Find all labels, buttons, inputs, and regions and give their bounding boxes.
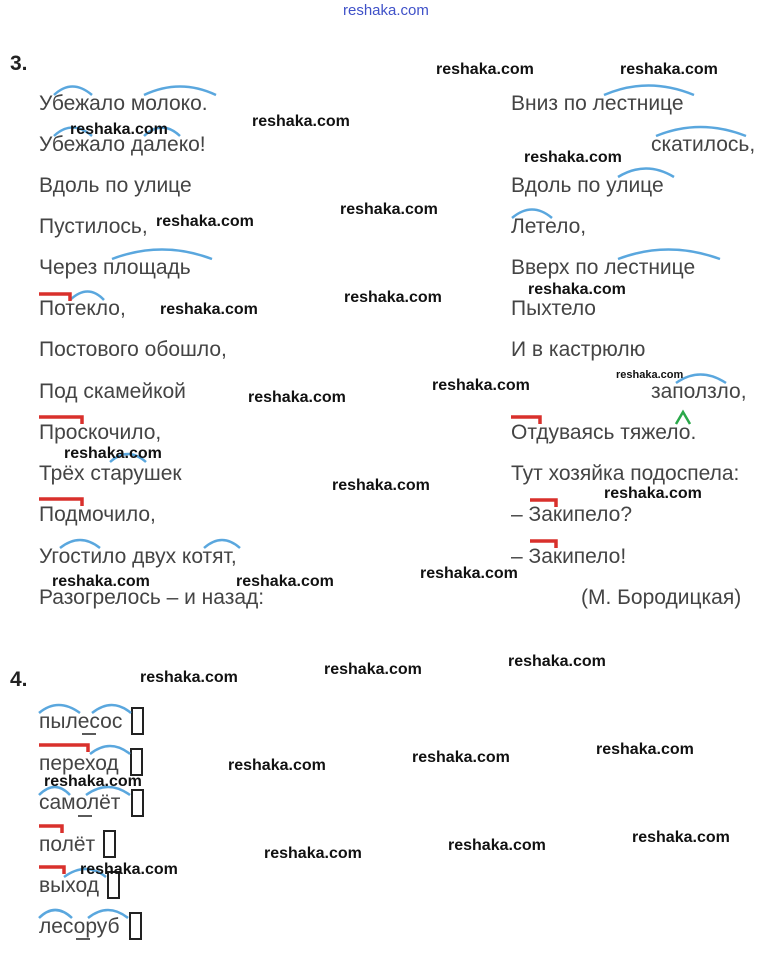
watermark: reshaka.com: [70, 121, 168, 138]
poem-line: Пыхтело: [511, 297, 596, 320]
root-arc: [618, 169, 674, 178]
poem-line: – Закипело!: [511, 545, 627, 568]
watermark: reshaka.com: [248, 389, 346, 406]
word-item: пылесос: [39, 710, 123, 733]
root-arc: [604, 86, 694, 96]
stress-mark: [676, 412, 690, 424]
root-arc: [90, 746, 130, 754]
word-item: полёт: [39, 833, 96, 856]
prefix-mark: [39, 499, 82, 506]
poem-line: Вдоль по улице: [39, 174, 192, 197]
word-item: лесоруб: [39, 915, 120, 938]
watermark: reshaka.com: [596, 741, 694, 758]
poem-line: Вниз по лестнице: [511, 92, 684, 115]
word-item: выход: [39, 874, 99, 897]
watermark: reshaka.com: [604, 485, 702, 502]
root-arc: [60, 540, 100, 548]
root-arc: [92, 705, 131, 713]
root-arc: [39, 910, 72, 918]
root-arc: [512, 210, 552, 219]
watermark: reshaka.com: [508, 653, 606, 670]
root-arc: [618, 250, 720, 260]
watermark: reshaka.com: [140, 669, 238, 686]
poem-line: Убежало молоко.: [39, 92, 208, 115]
poem-line: Потекло,: [39, 297, 126, 320]
root-arc: [70, 292, 104, 301]
poem-line: скатилось,: [651, 133, 756, 156]
poem-line: Под скамейкой: [39, 380, 186, 403]
poem-line: – Закипело?: [511, 503, 632, 526]
watermark: reshaka.com: [524, 149, 622, 166]
root-arc: [88, 910, 128, 918]
prefix-mark: [511, 417, 540, 424]
root-arc: [112, 250, 212, 260]
watermark: reshaka.com: [528, 281, 626, 298]
watermark: reshaka.com: [252, 113, 350, 130]
poem-author: (М. Бородицкая): [581, 586, 742, 609]
watermark: reshaka.com: [44, 773, 142, 790]
watermark: reshaka.com: [52, 573, 150, 590]
poem-line: заползло,: [651, 380, 747, 403]
poem-line: Отдуваясь тяжело.: [511, 421, 697, 444]
watermark: reshaka.com: [156, 213, 254, 230]
poem-line: Подмочило,: [39, 503, 156, 526]
watermark: reshaka.com: [432, 377, 530, 394]
watermark: reshaka.com: [160, 301, 258, 318]
watermark: reshaka.com: [412, 749, 510, 766]
poem-line: Угостило двух котят,: [39, 545, 237, 568]
poem-line: Проскочило,: [39, 421, 162, 444]
root-arc: [144, 87, 216, 96]
poem-line: Через площадь: [39, 256, 191, 279]
poem-line: Вдоль по улице: [511, 174, 664, 197]
poem-line: Вверх по лестнице: [511, 256, 696, 279]
root-arc: [54, 87, 92, 96]
watermark: reshaka.com: [332, 477, 430, 494]
watermark: reshaka.com: [620, 61, 718, 78]
poem-line: Убежало далеко!: [39, 133, 206, 156]
poem-line: И в кастрюлю: [511, 338, 646, 361]
poem-line: Трёх старушек: [39, 462, 182, 485]
poem-line: Постового обошло,: [39, 338, 227, 361]
root-arc: [656, 127, 746, 136]
watermark: reshaka.com: [340, 201, 438, 218]
prefix-mark: [39, 745, 88, 752]
prefix-mark: [530, 541, 556, 548]
watermark: reshaka.com: [236, 573, 334, 590]
root-arc: [676, 375, 726, 384]
watermark: reshaka.com: [264, 845, 362, 862]
word-item: переход: [39, 752, 119, 775]
watermark: reshaka.com: [420, 565, 518, 582]
word-item: самолёт: [39, 791, 121, 814]
task-4-number: 4.: [10, 668, 28, 691]
watermark: reshaka.com: [228, 757, 326, 774]
site-header[interactable]: reshaka.com: [343, 2, 429, 19]
poem-line: Пустилось,: [39, 215, 148, 238]
root-arc: [39, 705, 80, 713]
prefix-mark: [39, 294, 70, 301]
watermark: reshaka.com: [436, 61, 534, 78]
watermark: reshaka.com: [344, 289, 442, 306]
poem-line: Тут хозяйка подоспела:: [511, 462, 740, 485]
root-arc: [204, 540, 240, 548]
watermark: reshaka.com: [324, 661, 422, 678]
watermark: reshaka.com: [64, 445, 162, 462]
watermark: reshaka.com: [632, 829, 730, 846]
watermark: reshaka.com: [448, 837, 546, 854]
task-3-number: 3.: [10, 52, 28, 75]
watermark: reshaka.com: [616, 369, 684, 381]
watermark: reshaka.com: [80, 861, 178, 878]
prefix-mark: [39, 417, 82, 424]
prefix-mark: [39, 867, 64, 874]
poem-line: Разогрелось – и назад:: [39, 586, 265, 609]
prefix-mark: [530, 500, 556, 507]
prefix-mark: [39, 826, 62, 833]
poem-line: Летело,: [511, 215, 587, 238]
